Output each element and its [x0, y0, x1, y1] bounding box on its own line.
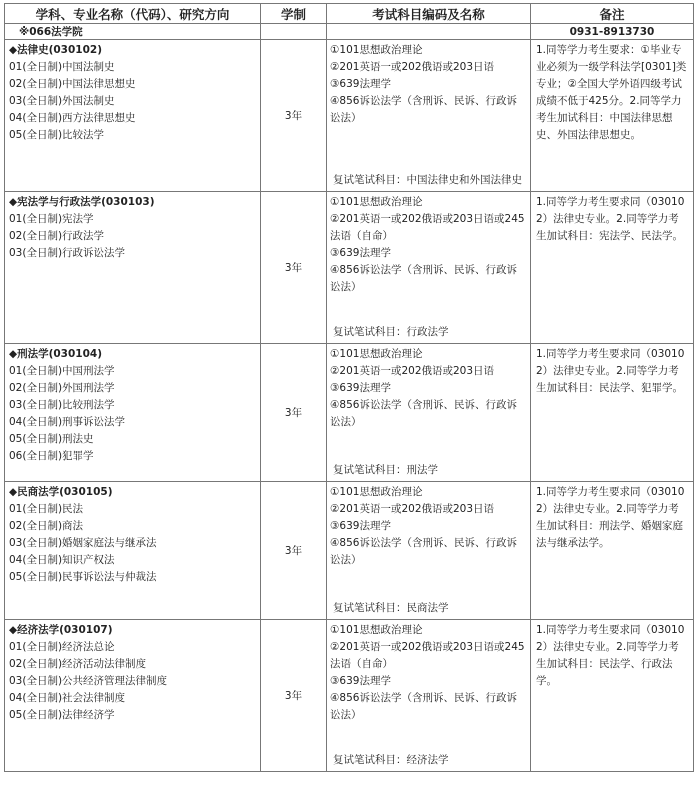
exam-item: ②201英语一或202俄语或203日语: [330, 61, 495, 73]
direction: 02(全日制)外国刑法学: [9, 382, 115, 394]
direction: 04(全日制)知识产权法: [9, 554, 115, 566]
direction: 01(全日制)宪法学: [9, 213, 94, 225]
exam-item: ②201英语一或202俄语或203日语: [330, 503, 495, 515]
exam-item: ①101思想政治理论: [330, 624, 423, 636]
major-directions: [5, 344, 261, 482]
direction: 03(全日制)外国法制史: [9, 95, 115, 107]
direction: 03(全日制)公共经济管理法律制度: [9, 675, 168, 687]
study-years: 3年: [261, 344, 327, 482]
exam-subjects: [327, 192, 531, 344]
exam-subjects: [327, 344, 531, 482]
exam-item: ①101思想政治理论: [330, 486, 423, 498]
exam-item: ③639法理学: [330, 247, 391, 259]
major-notes: 1.同等学力考生要求同（030102）法律史专业。2.同等学力考生加试科目：宪法学、民法学。: [531, 192, 694, 344]
direction: 02(全日制)商法: [9, 520, 84, 532]
direction: 05(全日制)法律经济学: [9, 709, 115, 721]
exam-item: ④856诉讼法学（含刑诉、民诉、行政诉讼法）: [330, 399, 517, 428]
school-name: ※066法学院: [5, 24, 261, 40]
study-years: 3年: [261, 620, 327, 772]
school-row: [5, 24, 694, 40]
exam-subjects: [327, 40, 531, 192]
direction: 01(全日制)经济法总论: [9, 641, 115, 653]
exam-subjects: [327, 620, 531, 772]
major-row: [5, 344, 694, 482]
retest-subject: 复试笔试科目：经济法学: [333, 754, 449, 766]
exam-subjects: [327, 482, 531, 620]
exam-item: ③639法理学: [330, 520, 391, 532]
direction: 04(全日制)社会法律制度: [9, 692, 126, 704]
major-title: ◆民商法学(030105): [9, 486, 113, 498]
direction: 02(全日制)经济活动法律制度: [9, 658, 147, 670]
exam-item: ②201英语一或202俄语或203日语或245法语（自命）: [330, 641, 525, 670]
school-phone: 0931-8913730: [531, 24, 694, 40]
major-title: ◆刑法学(030104): [9, 348, 103, 360]
exam-item: ①101思想政治理论: [330, 348, 423, 360]
direction: 03(全日制)比较刑法学: [9, 399, 115, 411]
exam-item: ④856诉讼法学（含刑诉、民诉、行政诉讼法）: [330, 537, 517, 566]
major-row: [5, 192, 694, 344]
major-title: ◆宪法学与行政法学(030103): [9, 196, 155, 208]
exam-item: ④856诉讼法学（含刑诉、民诉、行政诉讼法）: [330, 95, 517, 124]
exam-item: ④856诉讼法学（含刑诉、民诉、行政诉讼法）: [330, 692, 517, 721]
major-row: [5, 482, 694, 620]
exam-item: ③639法理学: [330, 675, 391, 687]
exam-item: ①101思想政治理论: [330, 44, 423, 56]
direction: 02(全日制)行政法学: [9, 230, 105, 242]
direction: 05(全日制)刑法史: [9, 433, 94, 445]
header-major: 学科、专业名称（代码）、研究方向: [5, 4, 261, 24]
study-years: 3年: [261, 40, 327, 192]
header-years: 学制: [261, 4, 327, 24]
direction: 04(全日制)刑事诉讼法学: [9, 416, 126, 428]
admissions-table: [4, 3, 694, 772]
direction: 05(全日制)民事诉讼法与仲裁法: [9, 571, 157, 583]
study-years: 3年: [261, 192, 327, 344]
exam-item: ②201英语一或202俄语或203日语: [330, 365, 495, 377]
retest-subject: 复试笔试科目：行政法学: [333, 326, 449, 338]
header-row: [5, 4, 694, 24]
header-notes: 备注: [531, 4, 694, 24]
major-title: ◆经济法学(030107): [9, 624, 113, 636]
major-row: [5, 40, 694, 192]
direction: 04(全日制)西方法律思想史: [9, 112, 136, 124]
major-notes: 1.同等学力考生要求同（030102）法律史专业。2.同等学力考生加试科目：民法学、行政法学。: [531, 620, 694, 772]
direction: 01(全日制)中国刑法学: [9, 365, 115, 377]
exam-item: ③639法理学: [330, 78, 391, 90]
exam-item: ②201英语一或202俄语或203日语或245法语（自命）: [330, 213, 525, 242]
major-title: ◆法律史(030102): [9, 44, 103, 56]
exam-item: ①101思想政治理论: [330, 196, 423, 208]
study-years: 3年: [261, 482, 327, 620]
direction: 03(全日制)行政诉讼法学: [9, 247, 126, 259]
major-directions: [5, 482, 261, 620]
major-notes: 1.同等学力考生要求同（030102）法律史专业。2.同等学力考生加试科目：刑法学、婚姻家庭法与继承法学。: [531, 482, 694, 620]
exam-item: ④856诉讼法学（含刑诉、民诉、行政诉讼法）: [330, 264, 517, 293]
major-notes: 1.同等学力考生要求同（030102）法律史专业。2.同等学力考生加试科目：民法学、犯罪学。: [531, 344, 694, 482]
direction: 05(全日制)比较法学: [9, 129, 105, 141]
retest-subject: 复试笔试科目：民商法学: [333, 602, 449, 614]
major-directions: [5, 192, 261, 344]
retest-subject: 复试笔试科目：刑法学: [333, 464, 438, 476]
header-exams: 考试科目编码及名称: [327, 4, 531, 24]
direction: 01(全日制)中国法制史: [9, 61, 115, 73]
direction: 03(全日制)婚姻家庭法与继承法: [9, 537, 157, 549]
retest-subject: 复试笔试科目：中国法律史和外国法律史: [333, 174, 522, 186]
direction: 06(全日制)犯罪学: [9, 450, 94, 462]
exam-item: ③639法理学: [330, 382, 391, 394]
direction: 02(全日制)中国法律思想史: [9, 78, 136, 90]
direction: 01(全日制)民法: [9, 503, 84, 515]
major-row: [5, 620, 694, 772]
major-notes: 1.同等学力考生要求：①毕业专业必须为一级学科法学[0301]类专业；②全国大学外语四级考试成绩不低于425分。2.同等学力考生加试科目：中国法律思想史、外国法律思想史。: [531, 40, 694, 192]
major-directions: [5, 620, 261, 772]
major-directions: [5, 40, 261, 192]
